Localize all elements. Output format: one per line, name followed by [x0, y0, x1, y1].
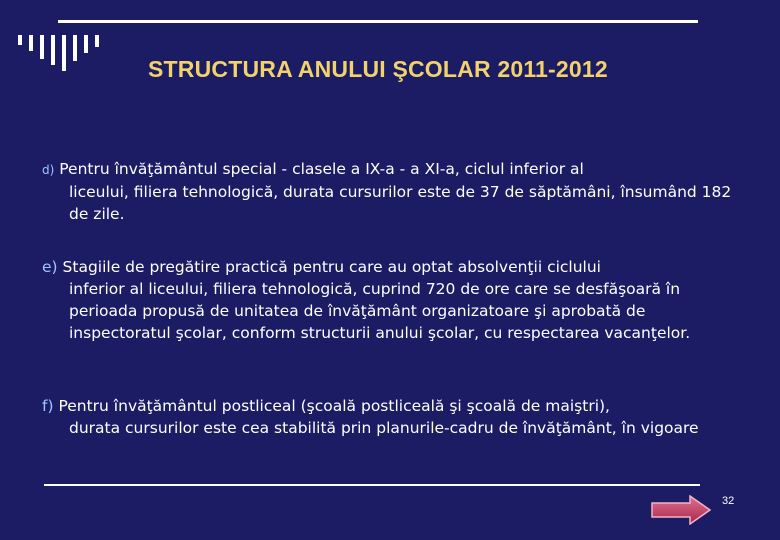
paragraph-d-body: liceului, filiera tehnologică, durata cursurilor este de 37 de săptămâni, însumând 182 de zile.	[69, 183, 732, 223]
paragraph-d	[42, 158, 752, 225]
paragraph-f-marker: f)	[42, 397, 54, 415]
paragraph-e-body: inferior al liceului, filiera tehnologică, cuprind 720 de ore care se desfăşoară în perioada propusă de unitatea de învăţământ organizatoare şi aprobată de inspectoratul şcolar, conform structurii anului şcolar, cu respectarea vacanţelor.	[69, 280, 691, 342]
arrow-right-icon[interactable]	[650, 495, 712, 525]
slide-title: STRUCTURA ANULUI ŞCOLAR 2011-2012	[148, 56, 608, 82]
paragraph-d-marker: d)	[42, 163, 55, 177]
paragraph-f-line1: Pentru învăţământul postliceal (şcoală postliceală şi şcoală de maiştri),	[58, 397, 610, 415]
paragraph-f-first-line	[42, 395, 752, 417]
paragraph-f	[42, 395, 752, 439]
bottom-divider	[44, 484, 700, 486]
paragraph-d-line1: Pentru învăţământul special - clasele a IX-a - a XI-a, ciclul inferior al	[59, 160, 584, 178]
paragraph-f-body: durata cursurilor este cea stabilită prin planurile-cadru de învăţământ, în vigoare	[69, 419, 699, 437]
top-divider	[58, 20, 698, 23]
paragraph-d-first-line	[42, 158, 752, 181]
paragraph-e-first-line	[42, 256, 752, 278]
paragraph-e-marker: e)	[42, 258, 58, 276]
slide-number: 32	[722, 495, 735, 507]
paragraph-e	[42, 256, 752, 344]
paragraph-e-line1: Stagiile de pregătire practică pentru care au optat absolvenţii ciclului	[62, 258, 601, 276]
